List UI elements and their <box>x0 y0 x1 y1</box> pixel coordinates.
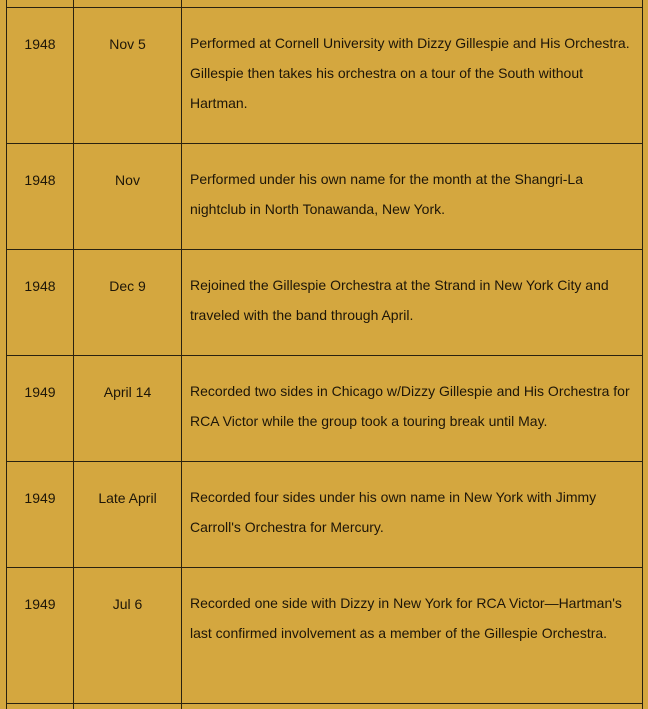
year-cell <box>7 0 74 8</box>
table-row <box>7 8 643 144</box>
year-cell: 1948 <box>7 8 74 144</box>
description-cell: Recorded two sides in Chicago w/Dizzy Gillespie and His Orchestra for RCA Victor while the group took a touring break until May. <box>182 356 643 462</box>
description-cell: Performed at Cornell University with Dizzy Gillespie and His Orchestra. Gillespie then takes his orchestra on a tour of the South without Hartman. <box>182 8 643 144</box>
year-cell: 1949 <box>7 356 74 462</box>
date-cell: Jul 6 <box>74 568 182 704</box>
date-cell <box>74 704 182 709</box>
date-cell: Dec 9 <box>74 250 182 356</box>
description-cell: Recorded one side with Dizzy in New York for RCA Victor—Hartman's last confirmed involvement as a member of the Gillespie Orchestra. <box>182 568 643 704</box>
description-cell: Performed under his own name for the month at the Shangri-La nightclub in North Tonawanda, New York. <box>182 144 643 250</box>
year-cell: 1948 <box>7 250 74 356</box>
table-row <box>7 250 643 356</box>
date-cell: Nov <box>74 144 182 250</box>
date-cell: Nov 5 <box>74 8 182 144</box>
date-cell: Late April <box>74 462 182 568</box>
year-cell: 1948 <box>7 144 74 250</box>
description-cell <box>182 704 643 709</box>
description-cell: Recorded four sides under his own name in New York with Jimmy Carroll's Orchestra for Mercury. <box>182 462 643 568</box>
description-cell: Rejoined the Gillespie Orchestra at the Strand in New York City and traveled with the band through April. <box>182 250 643 356</box>
table-row <box>7 462 643 568</box>
year-cell: 1949 <box>7 462 74 568</box>
table-row-partial-bottom <box>7 704 643 709</box>
table-row-partial-top <box>7 0 643 8</box>
timeline-table <box>6 0 643 709</box>
table-row <box>7 356 643 462</box>
date-cell <box>74 0 182 8</box>
table-row <box>7 568 643 704</box>
description-cell <box>182 0 643 8</box>
year-cell <box>7 704 74 709</box>
date-cell: April 14 <box>74 356 182 462</box>
table-row <box>7 144 643 250</box>
year-cell: 1949 <box>7 568 74 704</box>
